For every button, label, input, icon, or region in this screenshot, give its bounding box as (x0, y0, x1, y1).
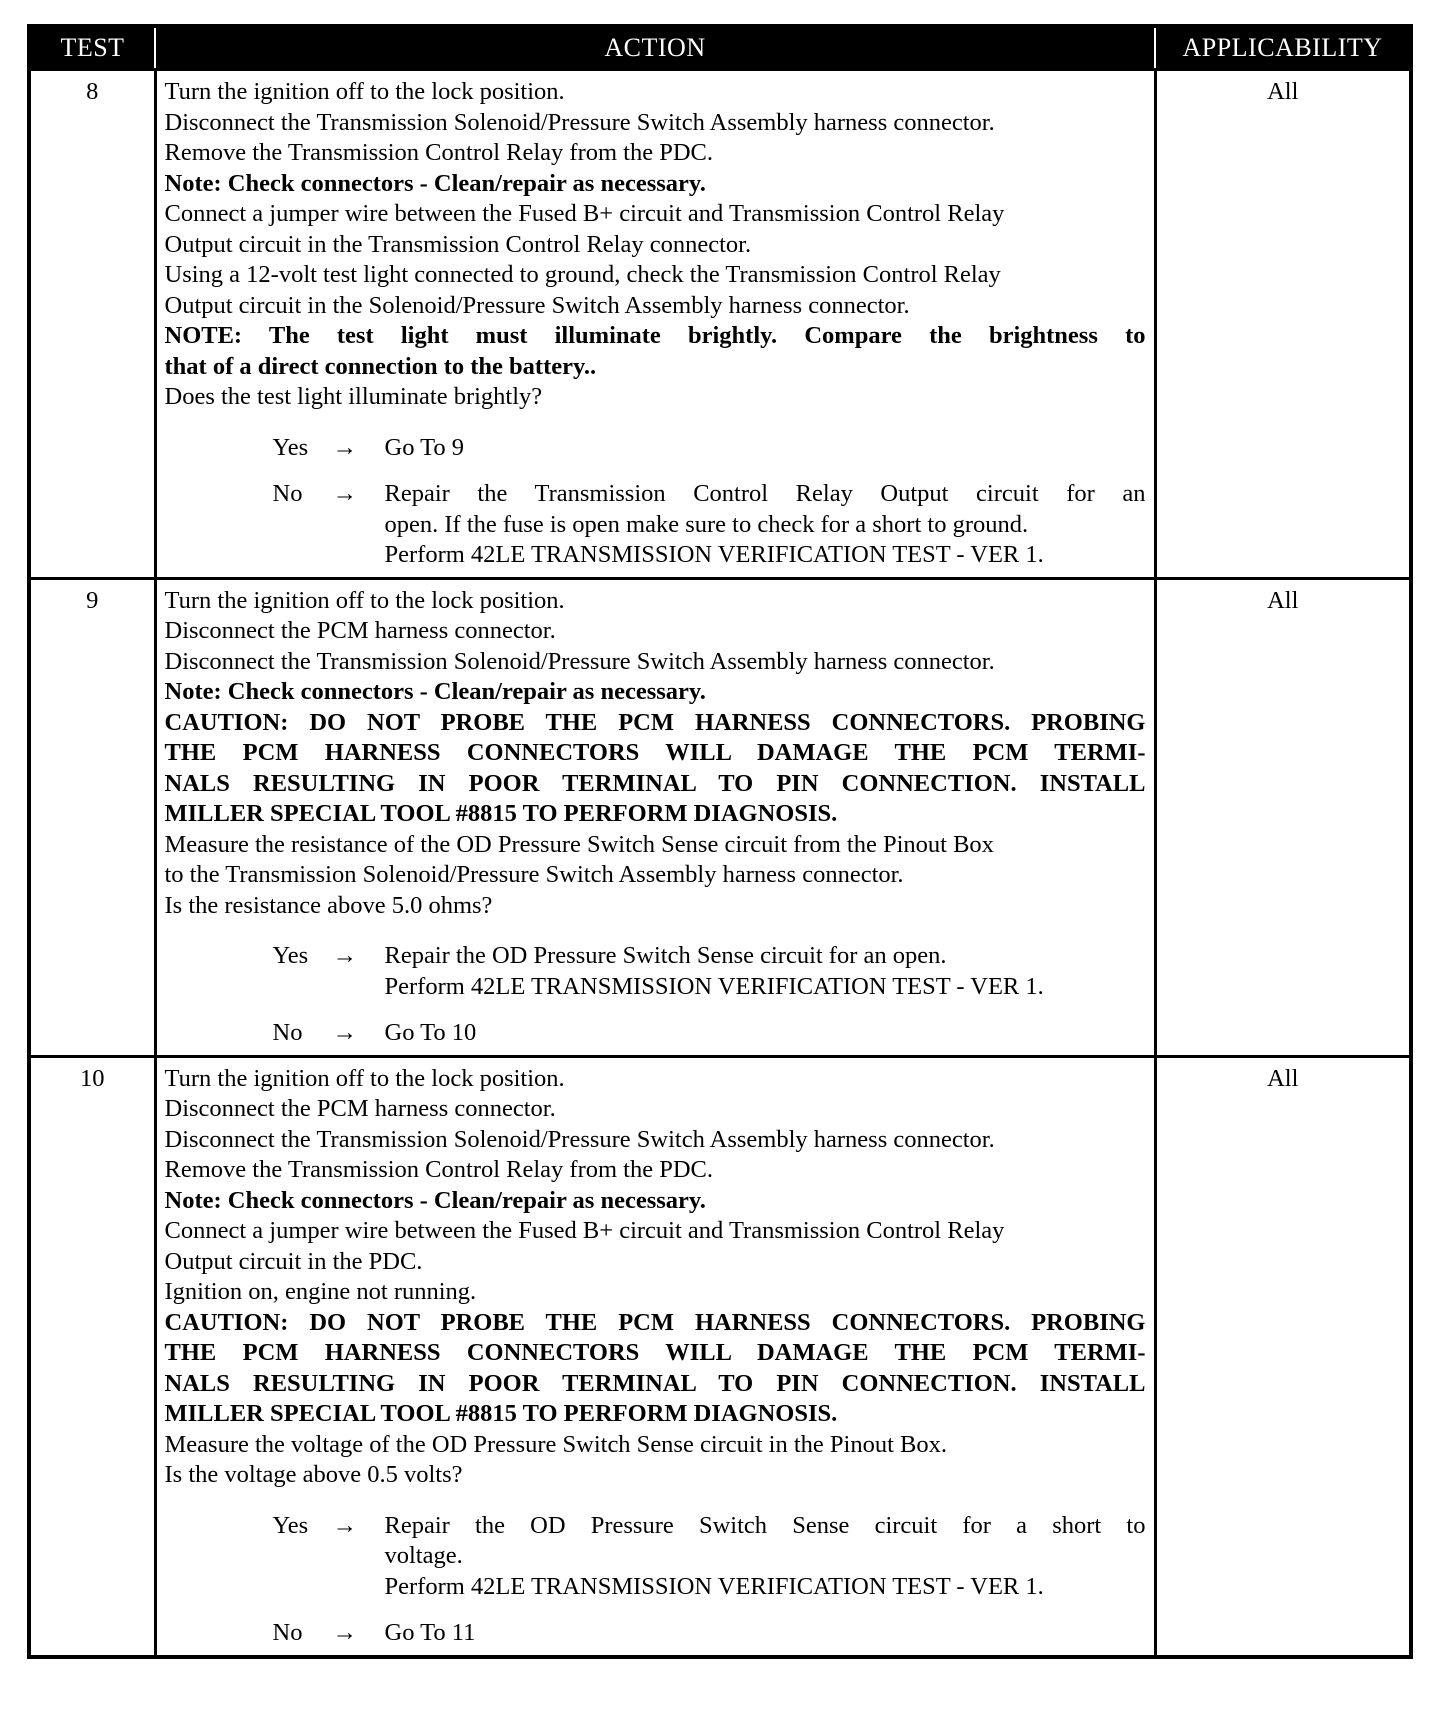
right-arrow-icon: → (332, 1619, 357, 1646)
note-line: that of a direct connection to the battery.. (164, 352, 597, 380)
action-line: Turn the ignition off to the lock position. (164, 586, 565, 614)
yes-result (385, 941, 1146, 1002)
yes-label: Yes (272, 433, 309, 461)
yes-branch (273, 941, 1146, 1002)
result-line: open. If the fuse is open make sure to check for a short to ground. (384, 510, 1029, 538)
caution-line: MILLER SPECIAL TOOL #8815 TO PERFORM DIAGNOSIS. (164, 800, 838, 827)
question-line: Does the test light illuminate brightly? (164, 383, 543, 410)
result-line: Repair the OD Pressure Switch Sense circuit for an open. (384, 942, 947, 969)
action-line: Output circuit in the PDC. (164, 1247, 423, 1275)
no-result (385, 1618, 1146, 1649)
note-line: Note: Check connectors - Clean/repair as necessary. (164, 169, 706, 197)
no-label: No (272, 1019, 303, 1046)
right-arrow-icon: → (332, 942, 357, 969)
action-line: Connect a jumper wire between the Fused B+ circuit and Transmission Control Relay (164, 1217, 1005, 1244)
caution-line: THE PCM HARNESS CONNECTORS WILL DAMAGE THE PCM TERMI- (164, 1339, 1146, 1366)
caution-line: CAUTION: DO NOT PROBE THE PCM HARNESS CONNECTORS. PROBING (164, 1308, 1146, 1336)
no-label: No (272, 1619, 303, 1646)
action-cell (155, 578, 1155, 1056)
no-result (385, 479, 1146, 571)
diagnostic-test-table (27, 24, 1413, 1659)
action-line: Ignition on, engine not running. (164, 1278, 477, 1305)
question-line: Is the resistance above 5.0 ohms? (164, 891, 493, 919)
caution-line: NALS RESULTING IN POOR TERMINAL TO PIN CONNECTION. INSTALL (164, 1369, 1146, 1397)
no-label: No (272, 480, 303, 507)
action-line: Connect a jumper wire between the Fused B+ circuit and Transmission Control Relay (164, 200, 1005, 227)
note-line: Note: Check connectors - Clean/repair as necessary. (164, 678, 706, 705)
yes-result (385, 433, 1146, 464)
diagnostic-procedure-sheet (27, 24, 1409, 1659)
caution-line: THE PCM HARNESS CONNECTORS WILL DAMAGE THE PCM TERMI- (164, 739, 1146, 766)
result-line: Perform 42LE TRANSMISSION VERIFICATION TEST - VER 1. (384, 541, 1044, 568)
applicability-value: All (1155, 1056, 1411, 1657)
action-line: Output circuit in the Transmission Control Relay connector. (164, 230, 752, 258)
caution-line: MILLER SPECIAL TOOL #8815 TO PERFORM DIAGNOSIS. (164, 1400, 838, 1427)
no-result (385, 1018, 1146, 1049)
result-line: Repair the OD Pressure Switch Sense circuit for a short to (384, 1511, 1146, 1539)
yes-branch (273, 1511, 1146, 1603)
action-line: Output circuit in the Solenoid/Pressure Switch Assembly harness connector. (164, 291, 910, 319)
header-test: TEST (29, 26, 155, 70)
action-line: Disconnect the Transmission Solenoid/Pressure Switch Assembly harness connector. (164, 108, 995, 136)
action-line: Remove the Transmission Control Relay from the PDC. (164, 139, 714, 166)
result-line: Go To 11 (384, 1619, 476, 1646)
action-cell (155, 1056, 1155, 1657)
yes-branch (273, 433, 1146, 464)
result-line: Repair the Transmission Control Relay Output circuit for an (384, 480, 1146, 507)
note-line: Note: Check connectors - Clean/repair as necessary. (164, 1186, 706, 1214)
caution-line: CAUTION: DO NOT PROBE THE PCM HARNESS CONNECTORS. PROBING (164, 708, 1146, 736)
header-applicability: APPLICABILITY (1155, 26, 1411, 70)
no-branch (273, 479, 1146, 571)
result-line: Go To 10 (384, 1019, 477, 1046)
table-header-row (29, 26, 1411, 70)
result-line: Perform 42LE TRANSMISSION VERIFICATION TEST - VER 1. (384, 1572, 1044, 1600)
right-arrow-icon: → (332, 433, 357, 461)
action-line: Turn the ignition off to the lock position. (164, 78, 565, 105)
table-row-test-10 (29, 1056, 1411, 1657)
test-number: 8 (29, 70, 155, 579)
action-line: Disconnect the PCM harness connector. (164, 617, 556, 644)
result-line: voltage. (384, 1542, 463, 1569)
result-line: Go To 9 (384, 433, 465, 461)
caution-line: NALS RESULTING IN POOR TERMINAL TO PIN CONNECTION. INSTALL (164, 769, 1146, 797)
yes-result (385, 1511, 1146, 1603)
header-action: ACTION (155, 26, 1155, 70)
right-arrow-icon: → (332, 1019, 357, 1046)
test-number: 9 (29, 578, 155, 1056)
action-line: Turn the ignition off to the lock position. (164, 1064, 565, 1092)
no-branch (273, 1018, 1146, 1049)
action-line: to the Transmission Solenoid/Pressure Switch Assembly harness connector. (164, 861, 904, 888)
table-row-test-8 (29, 70, 1411, 579)
question-line: Is the voltage above 0.5 volts? (164, 1461, 463, 1488)
right-arrow-icon: → (332, 1511, 357, 1539)
yes-label: Yes (272, 942, 309, 969)
action-cell (155, 70, 1155, 579)
action-line: Measure the resistance of the OD Pressure Switch Sense circuit from the Pinout Box (164, 830, 994, 858)
test-number: 10 (29, 1056, 155, 1657)
no-branch (273, 1618, 1146, 1649)
action-line: Remove the Transmission Control Relay from the PDC. (164, 1156, 714, 1183)
table-row-test-9 (29, 578, 1411, 1056)
right-arrow-icon: → (332, 480, 357, 507)
action-line: Disconnect the Transmission Solenoid/Pressure Switch Assembly harness connector. (164, 1125, 995, 1153)
action-line: Disconnect the PCM harness connector. (164, 1095, 556, 1122)
yes-label: Yes (272, 1511, 309, 1539)
action-line: Disconnect the Transmission Solenoid/Pressure Switch Assembly harness connector. (164, 647, 995, 675)
result-line: Perform 42LE TRANSMISSION VERIFICATION TEST - VER 1. (384, 972, 1044, 1000)
action-line: Using a 12-volt test light connected to ground, check the Transmission Control Relay (164, 261, 1001, 288)
action-line: Measure the voltage of the OD Pressure Switch Sense circuit in the Pinout Box. (164, 1430, 947, 1458)
note-line: NOTE: The test light must illuminate brightly. Compare the brightness to (164, 322, 1146, 349)
applicability-value: All (1155, 578, 1411, 1056)
applicability-value: All (1155, 70, 1411, 579)
